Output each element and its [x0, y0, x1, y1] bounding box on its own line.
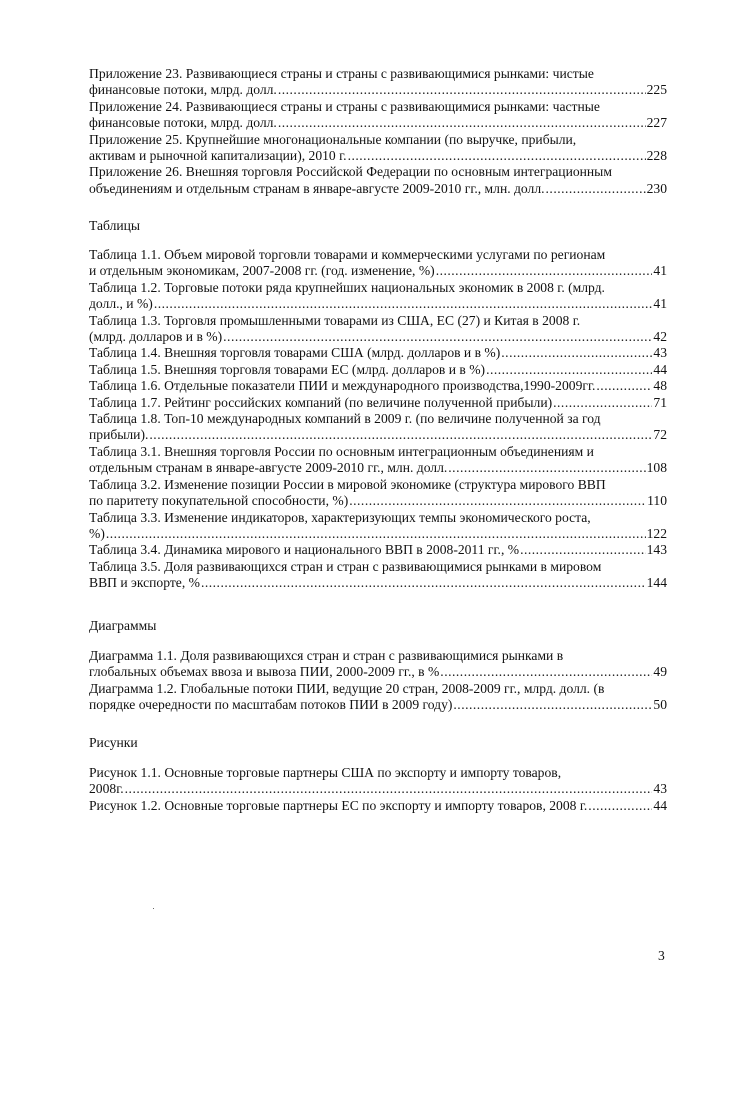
toc-entry-line — [89, 460, 667, 476]
toc-entry-text: финансовые потоки, млрд. долл. — [89, 115, 277, 131]
toc-page-ref: 110 — [647, 493, 667, 509]
toc-entry-line — [89, 427, 667, 443]
toc-entry — [89, 345, 667, 361]
toc-entry — [89, 542, 667, 558]
toc-entry-text: Таблица 3.3. Изменение индикаторов, характеризующих темпы экономического роста, — [89, 509, 591, 525]
toc-entry-text: объединениям и отдельным странам в январе-августе 2009-2010 гг., млн. долл. — [89, 180, 545, 196]
toc-entry-text: Приложение 25. Крупнейшие многонациональные компании (по выручке, прибыли, — [89, 131, 577, 147]
toc-entry-text: по паритету покупательной способности, %) — [89, 493, 349, 509]
dot-leader — [501, 345, 652, 361]
toc-entry — [89, 362, 667, 378]
toc-entry-text: Таблица 1.4. Внешняя торговля товарами США (млрд. долларов и в %) — [89, 345, 501, 361]
toc-entry — [89, 765, 667, 798]
toc-entry-text: Рисунок 1.2. Основные торговые партнеры ЕС по экспорту и импорту товаров, 2008 г. — [89, 797, 588, 813]
dot-leader — [125, 781, 653, 797]
toc-entry-line — [89, 181, 667, 197]
toc-page-ref: 44 — [653, 797, 667, 813]
toc-entry-text: Таблица 1.2. Торговые потоки ряда крупнейших национальных экономик в 2008 г. (млрд. — [89, 279, 605, 295]
toc-entry-text: Таблица 1.3. Торговля промышленными товарами из США, ЕС (27) и Китая в 2008 г. — [89, 312, 581, 328]
toc-entry-line — [89, 542, 667, 558]
toc-entry — [89, 395, 667, 411]
dot-leader — [588, 798, 652, 814]
dot-leader — [278, 115, 646, 131]
diagrams-heading: Диаграммы — [89, 618, 157, 633]
dot-leader — [349, 493, 646, 509]
toc-entry-text: Таблица 3.2. Изменение позиции России в мировой экономике (структура мирового ВВП — [89, 476, 606, 492]
toc-entry-text: активам и рыночной капитализации), 2010 г. — [89, 148, 347, 164]
toc-entry — [89, 444, 667, 477]
toc-page-ref: 227 — [646, 115, 667, 131]
toc-entry-line — [89, 526, 667, 542]
toc-entry-text: Таблица 1.1. Объем мировой торговли товарами и коммерческими услугами по регионам — [89, 247, 606, 262]
dot-leader — [106, 526, 646, 542]
toc-entry — [89, 247, 667, 280]
toc-entry-text: порядке очередности по масштабам потоков ПИИ в 2009 году) — [89, 697, 453, 713]
toc-entry-text: Таблица 1.7. Рейтинг российских компаний (по величине полученной прибыли) — [89, 394, 553, 410]
toc-page-ref: 44 — [653, 361, 667, 377]
toc-page-ref: 225 — [646, 82, 667, 98]
toc-page-ref: 41 — [653, 263, 667, 279]
toc-entry — [89, 378, 667, 394]
toc-entry-text: Таблица 1.8. Топ-10 международных компаний в 2009 г. (по величине полученной за год — [89, 411, 601, 427]
toc-entry — [89, 477, 667, 510]
diagrams-list — [89, 648, 667, 714]
toc-entry-text: Таблица 3.5. Доля развивающихся стран и стран с развивающимися рынками в мировом — [89, 558, 602, 574]
toc-entry-text: Приложение 24. Развивающиеся страны и страны с развивающимися рынками: частные — [89, 98, 600, 114]
toc-page-ref: 108 — [646, 460, 667, 476]
toc-page-ref: 43 — [653, 781, 667, 797]
toc-page-ref: 230 — [646, 180, 667, 196]
toc-entry — [89, 798, 667, 814]
toc-entry-text: Таблица 3.4. Динамика мирового и национального ВВП в 2008-2011 гг., % — [89, 542, 520, 558]
toc-entry — [89, 99, 667, 132]
dot-leader — [486, 362, 652, 378]
dot-leader — [546, 181, 646, 197]
toc-entry — [89, 681, 667, 714]
toc-entry-text: отдельным странам в январе-августе 2009-2010 гг., млн. долл. — [89, 460, 448, 476]
toc-entry — [89, 132, 667, 165]
appendix-list — [89, 66, 667, 197]
page-number: 3 — [658, 948, 665, 963]
toc-entry-text: и отдельным экономикам, 2007-2008 гг. (год. изменение, %) — [89, 263, 435, 279]
dot-leader — [440, 664, 652, 680]
toc-entry — [89, 411, 667, 444]
toc-page-ref: 50 — [653, 697, 667, 713]
toc-entry-text: финансовые потоки, млрд. долл. — [89, 82, 277, 98]
toc-entry-line — [89, 798, 667, 814]
toc-entry — [89, 280, 667, 313]
scan-speck — [153, 908, 154, 909]
toc-entry-text: Диаграмма 1.1. Доля развивающихся стран и стран с развивающимися рынками в — [89, 648, 564, 663]
dot-leader — [448, 460, 645, 476]
toc-entry-line — [89, 378, 667, 394]
toc-page-ref: 122 — [646, 525, 667, 541]
toc-entry-text: Рисунок 1.1. Основные торговые партнеры США по экспорту и импорту товаров, — [89, 765, 562, 780]
dot-leader — [201, 575, 646, 591]
toc-entry — [89, 164, 667, 197]
toc-entry-line — [89, 697, 667, 713]
toc-entry — [89, 66, 667, 99]
toc-entry-text: прибыли). — [89, 427, 149, 443]
toc-page-ref: 48 — [653, 378, 667, 394]
toc-entry-line — [89, 362, 667, 378]
toc-entry-text: долл., и %) — [89, 296, 153, 312]
dot-leader — [520, 542, 646, 558]
figures-list — [89, 765, 667, 814]
tables-heading: Таблицы — [89, 218, 141, 233]
dot-leader — [149, 427, 652, 443]
toc-entry-line — [89, 395, 667, 411]
toc-entry-text: ВВП и экспорте, % — [89, 575, 200, 591]
dot-leader — [596, 378, 652, 394]
toc-entry — [89, 313, 667, 346]
toc-entry-text: Таблица 3.1. Внешняя торговля России по основным интеграционным объединениям и — [89, 443, 594, 459]
toc-entry-line — [89, 493, 667, 509]
toc-entry-line — [89, 345, 667, 361]
toc-entry-text: Приложение 23. Развивающиеся страны и страны с развивающимися рынками: чистые — [89, 66, 594, 81]
dot-leader — [154, 296, 653, 312]
toc-entry — [89, 559, 667, 592]
toc-entry-text: (млрд. долларов и в %) — [89, 329, 223, 345]
toc-entry-text: Диаграмма 1.2. Глобальные потоки ПИИ, ведущие 20 стран, 2008-2009 гг., млрд. долл. (в — [89, 680, 605, 696]
toc-page-ref: 72 — [653, 427, 667, 443]
toc-page-ref: 144 — [646, 575, 667, 591]
toc-entry-line — [89, 296, 667, 312]
toc-page-ref: 228 — [646, 148, 667, 164]
toc-entry-text: Приложение 26. Внешняя торговля Российской Федерации по основным интеграционным — [89, 164, 612, 180]
toc-page-ref: 43 — [653, 345, 667, 361]
toc-entry-line — [89, 575, 667, 591]
dot-leader — [553, 395, 652, 411]
toc-entry-text: 2008г. — [89, 781, 124, 797]
toc-entry — [89, 648, 667, 681]
toc-page-ref: 41 — [653, 296, 667, 312]
toc-entry-line — [89, 664, 667, 680]
toc-page-ref: 71 — [653, 394, 667, 410]
toc-page-ref: 143 — [646, 542, 667, 558]
dot-leader — [436, 263, 653, 279]
toc-entry-line — [89, 263, 667, 279]
toc-entry — [89, 510, 667, 543]
toc-page-ref: 42 — [653, 329, 667, 345]
toc-entry-text: глобальных объемах ввоза и вывоза ПИИ, 2000-2009 гг., в % — [89, 664, 440, 680]
figures-heading: Рисунки — [89, 735, 138, 750]
tables-list — [89, 247, 667, 592]
toc-entry-line — [89, 82, 667, 98]
toc-entry-line — [89, 148, 667, 164]
dot-leader — [278, 82, 646, 98]
toc-entry-line — [89, 115, 667, 131]
dot-leader — [223, 329, 652, 345]
toc-entry-text: %) — [89, 525, 105, 541]
dot-leader — [453, 697, 652, 713]
toc-entry-text: Таблица 1.6. Отдельные показатели ПИИ и международного производства,1990-2009гг. — [89, 378, 596, 394]
toc-entry-text: Таблица 1.5. Внешняя торговля товарами ЕС (млрд. долларов и в %) — [89, 361, 486, 377]
toc-entry-line — [89, 781, 667, 797]
dot-leader — [348, 148, 646, 164]
toc-page-ref: 49 — [653, 664, 667, 680]
toc-entry-line — [89, 329, 667, 345]
